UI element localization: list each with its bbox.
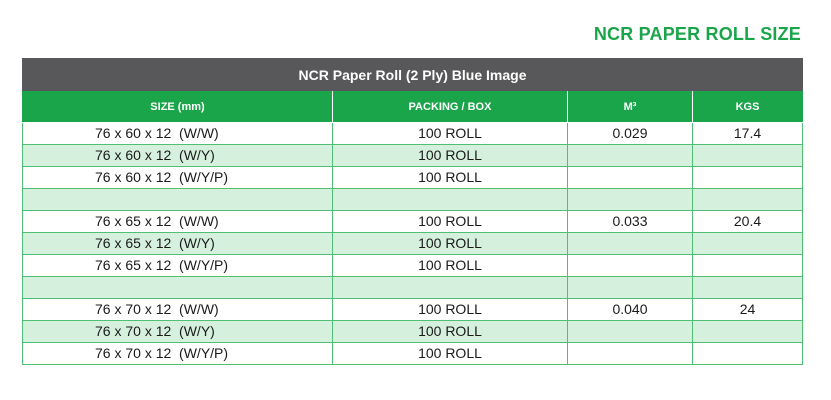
table-row [23,123,803,145]
cell-packing: 100 ROLL [333,211,568,233]
table-header-row [23,91,803,123]
cell-size [23,189,333,211]
cell-packing: 100 ROLL [333,321,568,343]
cell-weight: 24 [693,299,803,321]
cell-packing: 100 ROLL [333,145,568,167]
cell-size: 76 x 70 x 12 (W/Y/P) [23,343,333,365]
table-body [23,123,803,365]
cell-volume [568,277,693,299]
cell-size: 76 x 70 x 12 (W/W) [23,299,333,321]
cell-packing: 100 ROLL [333,167,568,189]
cell-size: 76 x 60 x 12 (W/Y/P) [23,167,333,189]
table-row [23,189,803,211]
cell-weight [693,189,803,211]
cell-packing: 100 ROLL [333,123,568,145]
table-row [23,343,803,365]
cell-size [23,277,333,299]
cell-weight: 17.4 [693,123,803,145]
cell-size: 76 x 60 x 12 (W/W) [23,123,333,145]
cell-size: 76 x 65 x 12 (W/Y/P) [23,255,333,277]
cell-volume [568,233,693,255]
cell-packing [333,277,568,299]
table-row [23,321,803,343]
cell-weight [693,167,803,189]
cell-size: 76 x 60 x 12 (W/Y) [23,145,333,167]
cell-volume [568,321,693,343]
cell-volume [568,255,693,277]
table-caption: NCR Paper Roll (2 Ply) Blue Image [23,59,803,91]
cell-weight [693,233,803,255]
cell-packing: 100 ROLL [333,233,568,255]
table-row [23,167,803,189]
header-weight: KGS [693,91,803,123]
table-row [23,299,803,321]
cell-size: 76 x 70 x 12 (W/Y) [23,321,333,343]
cell-volume [568,189,693,211]
cell-packing [333,189,568,211]
cell-packing: 100 ROLL [333,255,568,277]
cell-weight: 20.4 [693,211,803,233]
paper-roll-table-container [22,58,802,365]
cell-weight [693,277,803,299]
cell-volume: 0.040 [568,299,693,321]
cell-packing: 100 ROLL [333,343,568,365]
cell-volume [568,145,693,167]
header-volume: M³ [568,91,693,123]
table-row [23,277,803,299]
cell-size: 76 x 65 x 12 (W/Y) [23,233,333,255]
cell-weight [693,255,803,277]
table-row [23,255,803,277]
cell-volume: 0.033 [568,211,693,233]
cell-volume: 0.029 [568,123,693,145]
paper-roll-size-table [22,58,803,365]
table-row [23,211,803,233]
table-row [23,145,803,167]
table-row [23,233,803,255]
cell-weight [693,343,803,365]
cell-volume [568,343,693,365]
cell-weight [693,321,803,343]
cell-packing: 100 ROLL [333,299,568,321]
header-size: SIZE (mm) [23,91,333,123]
cell-weight [693,145,803,167]
cell-size: 76 x 65 x 12 (W/W) [23,211,333,233]
page-title: NCR PAPER ROLL SIZE [593,24,801,44]
cell-volume [568,167,693,189]
header-packing: PACKING / BOX [333,91,568,123]
table-caption-row [23,59,803,91]
